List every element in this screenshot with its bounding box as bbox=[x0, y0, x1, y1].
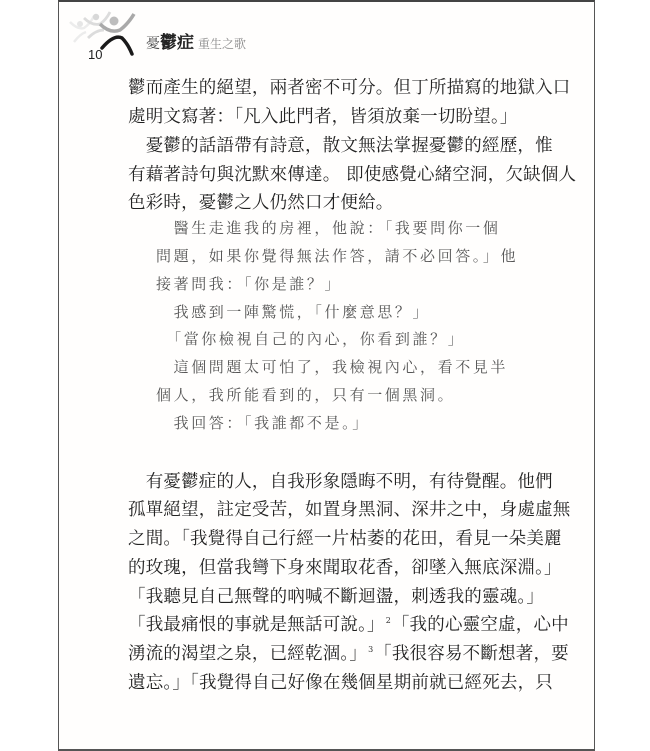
quote-line: 接著問我：「你是誰？」 bbox=[156, 275, 343, 293]
quote-line: 我感到一陣驚慌，「什麼意思？」 bbox=[156, 303, 431, 321]
text-line: 有憂鬱症的人，自我形象隱晦不明，有待覺醒。他們 bbox=[128, 472, 553, 492]
text-line: 有藉著詩句與沈默來傳達。 即使感覺心緒空洞，欠缺個人 bbox=[128, 165, 577, 185]
text-line: 處明文寫著：「凡入此門者，皆須放棄一切盼望。」 bbox=[128, 107, 518, 127]
book-title-char-1: 憂 bbox=[146, 36, 160, 52]
quote-line: 我回答：「我誰都不是。」 bbox=[156, 414, 370, 432]
book-title-char-2: 鬱 bbox=[160, 33, 177, 53]
quote-line: 醫生走進我的房裡，他說：「我要問你一個 bbox=[156, 219, 501, 237]
book-title-char-3: 症 bbox=[177, 33, 194, 53]
quote-line: 問題，如果你覺得無法作答，請不必回答。」他 bbox=[156, 247, 519, 265]
text-line: 之間。「我覺得自己行經一片枯萎的花田，看見一朵美麗 bbox=[128, 529, 562, 549]
footnote-marker[interactable]: 3 bbox=[368, 645, 374, 654]
quote-line: 個人，我所能看到的，只有一個黑洞。 bbox=[156, 386, 456, 404]
text-line-with-footnote bbox=[128, 640, 569, 665]
book-title bbox=[146, 28, 246, 53]
text-segment: 「我很容易不斷想著，要 bbox=[374, 644, 569, 664]
text-line: 孤單絕望，註定受苦，如置身黑洞、深井之中，身處虛無 bbox=[128, 500, 571, 520]
running-header bbox=[66, 8, 366, 58]
text-segment: 湧流的渴望之泉，已經乾涸。」 bbox=[128, 644, 368, 664]
text-line: 「我聽見自己無聲的吶喊不斷迴盪，刺透我的靈魂。」 bbox=[128, 587, 545, 607]
footnote-marker[interactable]: 2 bbox=[385, 616, 391, 625]
text-segment: 「我的心靈空虛，心中 bbox=[391, 615, 569, 635]
text-line: 遺忘。」「我覺得自己好像在幾個星期前就已經死去，只 bbox=[128, 673, 553, 693]
text-line-with-footnote bbox=[128, 611, 569, 636]
quote-line: 這個問題太可怕了，我檢視內心，看不見半 bbox=[156, 358, 509, 376]
page-number: 10 bbox=[88, 47, 103, 62]
text-line: 色彩時，憂鬱之人仍然口才便給。 bbox=[128, 193, 394, 213]
text-line: 鬱而產生的絕望，兩者密不可分。但丁所描寫的地獄入口 bbox=[128, 78, 571, 98]
text-segment: 「我最痛恨的事就是無話可說。」 bbox=[128, 615, 385, 635]
book-subtitle: 重生之歌 bbox=[198, 37, 247, 51]
text-line: 憂鬱的話語帶有詩意，散文無法掌握憂鬱的經歷，惟 bbox=[128, 136, 553, 156]
quote-line: 「當你檢視自己的內心，你看到誰？」 bbox=[156, 330, 466, 348]
text-line: 的玫瑰，但當我彎下身來聞取花香，卻墜入無底深淵。」 bbox=[128, 558, 562, 578]
